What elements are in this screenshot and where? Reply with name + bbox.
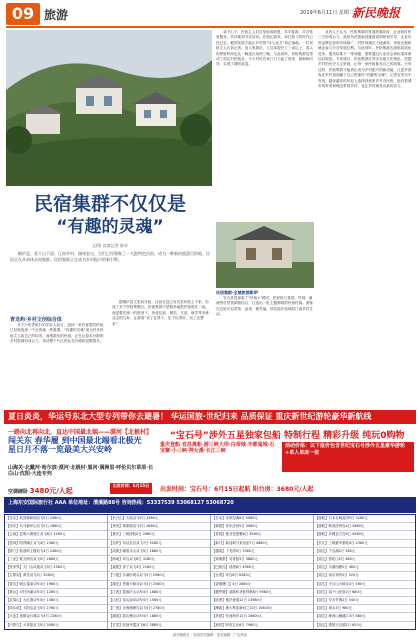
ad-left-tag: 出发时间：6月15日 [110, 483, 152, 494]
listing-row: 【西安】兵马俑华山双飞5日 2680元 [5, 523, 107, 531]
page-footer: 新民晚报社 · 本版责任编辑 · 美术编辑 · 广告热线 [172, 633, 248, 637]
listing-header-text: 上海东安国际旅行社 AAA 单位地址：漕溪路88号 咨询热线：53337539 53068127 53068720 [8, 500, 234, 506]
main-photo [6, 30, 212, 186]
listing-row: 【周边】普陀山2日 480元 [314, 556, 416, 564]
listing-row: 【海南】环岛双飞6日 3180元 [108, 556, 210, 564]
page-number: 09 [6, 3, 40, 25]
listing-row: 【周边】天目山大峡谷2日 560元 [314, 581, 416, 589]
listing-row: 【青岛】崂山蓬莱动车4日 1980元 [5, 581, 107, 589]
listing-row: 【桂林】阳朔漓江双飞4日 2380元 [5, 540, 107, 548]
ad-left-price-label: 空调硬卧 [8, 489, 29, 495]
article-column-1: 对不少热衷旅行的年轻人而言，选择一家有意思的民宿，已经和选择一个目的地一样重要。“有趣的灵魂”成为许多民宿主人给自己的标签，而集群化的民宿，正在让原本分散的乡村资源形成合力，带动整个片区的业态升级和品牌提升。 [10, 323, 107, 344]
listing-row: 【长江】三峡豪华游轮4日 2380元 [314, 540, 416, 548]
listing-row: 【台湾】环岛8日 6280元 [211, 572, 313, 580]
listing-row: 【山东】泰山曲阜动车4日 1580元 [108, 597, 210, 605]
listing-column-b [108, 515, 211, 630]
article-column-3: 莫干山下，民宿主人们自发组成联盟，共享客源、共享管家服务，共同策划节庆活动。在他们看来，单打独斗的时代已经过去，抱团发展才能让乡村的“诗与远方”真正落地。一位民宿主人告诉记者，加入集群后，入住率提升了三成以上，客人的停留时间也从一晚延长到两三晚。与此同时，民宿集群也带动了周边村民就业，不少村民在家门口当起了管家、厨师和向导，实现了增收致富。 [216, 30, 314, 67]
listing-row: 【欧洲】德法意瑞12日 13980元 [211, 597, 313, 605]
listing-row: 【周边】黄山3日 980元 [314, 605, 416, 613]
listing-column-d [314, 515, 416, 630]
listing-row: 【周边】安吉竹海2日 540元 [314, 597, 416, 605]
listing-row: 【内蒙古】大草原双飞5日 3080元 [5, 622, 107, 630]
listing-row: 【周边】溧阳天目湖2日 620元 [314, 622, 416, 630]
section-title: 旅游 [44, 8, 69, 22]
listing-row: 【贵州】黄果树双飞5日 2680元 [108, 523, 210, 531]
ad-left-route: 山海关·北戴河·哈尔滨·漠河·北极村·黑河·满洲里·呼伦贝尔草原·长白山·沈阳·大连专列 [8, 465, 154, 477]
listing-row: 【张家界】天门山凤凰双飞5日 2580元 [5, 564, 107, 572]
listing-row: 【周边】南京扬州2日 520元 [314, 572, 416, 580]
section-subhead: 青龙屿·乡村文创综合体 [10, 317, 62, 323]
listing-row: 【迪拜】阿布扎比6日 7980元 [211, 622, 313, 630]
byline: 文/图 首席记者 陈卓 [92, 243, 128, 248]
listing-row: 【湖南】韶山衡山动车4日 1880元 [108, 613, 210, 621]
ad-right-box: 活动价格：以下报价包含世纪宝石号涉外五星豪华游轮+单人单床一张 [282, 442, 414, 472]
listing-column-c [211, 515, 314, 630]
ad-banner-text: 夏日炎炎，华运号东北大型专列带你去避暑！ 华运国旅·世纪归来 品质保证 重庆新世纪游轮豪华新航线 [8, 412, 372, 421]
listing-row: 【福建】泰宁双飞4日 2180元 [108, 564, 210, 572]
listing-row: 【成都】峨眉乐山双飞5日 2880元 [108, 548, 210, 556]
headline-line-1: 民宿集群不仅仅是 [33, 193, 186, 215]
photo-caption: 民宿集群·全域旅游新IP [216, 290, 258, 295]
lead-paragraph: 桐庐县、莫干山下面、江南乡村、湖州安吉，它们已经聚集了一大批特色民宿，成为一种新的旅游目的地。民宿正在从单体走向集群，民宿集群正在成为乡村振兴的新引擎。 [10, 251, 210, 262]
listing-row: 【俄罗斯】莫斯科圣彼得堡8日 9980元 [211, 589, 313, 597]
ad-left-main: 闯关东 春华履 到中国最北端看北极光 星日月不落一览最美大兴安岭 [8, 436, 142, 454]
listing-row: 【韩国】首尔济州5日 3980元 [211, 523, 313, 531]
listing-row: 【邮轮】韩国济州岛4日 2680元 [314, 523, 416, 531]
listing-row: 【邮轮】日本长崎福冈5日 3280元 [314, 515, 416, 523]
listing-row: 【新马】新加坡马来西亚7日 4680元 [211, 540, 313, 548]
village-photo-illustration [6, 30, 212, 186]
listing-row: 【哈尔滨】太阳岛双飞5日 2780元 [5, 605, 107, 613]
listing-row: 【日本】本州经典6日 5980元 [211, 515, 313, 523]
newspaper-logo: 新民晚报 [352, 6, 401, 20]
article-column-4: 安吉县则探索了“民宿+”模式，把民宿与茶园、竹林、溪流等自然资源相结合，打造出一批主题鲜明的民宿村落。游客在这里可以采茶、品茶、做竹编，体验原汁原味的江南乡村生活。 [216, 296, 314, 317]
listing-row: 【武夷山】大红袍动车4日 1580元 [5, 597, 107, 605]
listing-row: 【云南】昆明大理丽江双飞6日 3180元 [5, 531, 107, 539]
article-column-2: 据桐庐县文旅局介绍，目前全县已有各类民宿上千家，形成了多个民宿集聚区。民宿集群不是简单地把民宿堆在一起，而是要在统一的规划下，形成住宿、餐饮、文创、研学等多种业态的互补，让游客“来了住得下、住下玩得好、玩了还想来”。 [112, 300, 210, 326]
listing-column-a [5, 515, 108, 630]
listing-row: 【泰国】曼谷芭提雅6日 3580元 [211, 531, 313, 539]
listing-row: 【巴厘岛】浪漫6日 4980元 [211, 564, 313, 572]
homestead-photo-illustration [216, 222, 314, 288]
listing-row: 【周边】乌镇西塘2日 460元 [314, 564, 416, 572]
listing-row: 【长白山】天池双飞5日 3380元 [108, 515, 210, 523]
listing-row: 【澳新】澳大利亚新西兰10日 15800元 [211, 605, 313, 613]
listing-row: 【北京】故宫颐和园双飞5日 2980元 [5, 515, 107, 523]
ad-left-title: 一路向北再向北，直达中国最北端——漠河【北极村】 [8, 429, 153, 436]
listing-row: 【周边】莫干山民宿2日 680元 [314, 589, 416, 597]
listing-row: 【邮轮】冲绳宫古岛6日 4580元 [314, 531, 416, 539]
tour-listing-table [4, 514, 416, 630]
issue-date: 2019年6月11日 星期二 [300, 10, 354, 16]
listing-row: 【大连】旅顺金石滩双飞4日 2280元 [5, 613, 107, 621]
ad-left-price [8, 486, 73, 496]
listing-row: 【拉萨】布达拉宫双飞7日 5280元 [108, 540, 210, 548]
listing-row: 【湖北】恩施大峡谷双飞5日 2580元 [108, 581, 210, 589]
ad-right-title: “宝石号”涉外五星独家包船 特制行程 精彩升级 纯玩0购物 [170, 431, 405, 441]
listing-row: 【周边】千岛湖2日 580元 [314, 548, 416, 556]
listing-row: 【美国】东西海岸12日 16800元 [211, 613, 313, 621]
listing-row: 【厦门】鼓浪屿土楼双飞4日 2480元 [5, 548, 107, 556]
listing-row: 【江西】婺源庐山动车4日 1680元 [108, 589, 210, 597]
ad-right-price: 出发时间：宝石号：6月15日起航 阳台房：3680元/人起 [160, 486, 314, 493]
ad-left-price-value: 3480元/人起 [29, 487, 73, 495]
article-column-5: 业内人士认为，民宿集群的发展需要政府、企业和村民三方形成合力。政府负责基础设施建设和规划引导，企业负责品牌运营和市场推广，村民则通过土地流转、房屋出租和就业参与分享发展红利。与此同时，民宿集群也面临同质化竞争、服务标准不一等问题，需要通过行业协会和标准体系加以规范。专家建议，民宿集群应突出在地文化特色，挖掘乡村的历史人文资源，让每一家民宿都有自己的故事。只有这样，民宿集群才能真正成为乡村振兴的新动能，让更多游客在乡村找到属于自己的那份“有趣的灵魂”。记者在采访中发现，越来越多的年轻人选择回到家乡开办民宿，他们把城市的审美和理念带回乡村，也让乡村焕发出新的活力。 [318, 30, 412, 89]
ad-right-desc: 重庆登船·宜昌离船·游三峡大坝·白帝城·丰都鬼城·石宝寨·小三峡·神女溪·长江三峡 [160, 442, 275, 454]
listing-row: 【广西】北海涠洲岛双飞5日 2780元 [108, 605, 210, 613]
secondary-photo [216, 222, 314, 288]
listing-row: 【宁夏】沙湖沙坡头双飞5日 2980元 [108, 572, 210, 580]
article-headline [10, 192, 210, 238]
headline-line-2: “有趣的灵魂” [56, 217, 164, 237]
listing-row: 【黄山】宏村西递动车3日 1280元 [5, 589, 107, 597]
listing-row: 【重庆】三峡游轮5日 2980元 [108, 531, 210, 539]
listing-row: 【越南】下龙湾5日 2980元 [211, 548, 313, 556]
listing-row: 【柬埔寨】吴哥窟5日 3880元 [211, 556, 313, 564]
listing-row: 【香港澳门】4日 2880元 [211, 581, 313, 589]
header-rule [6, 26, 414, 28]
listing-row: 【三亚】蜈支洲岛双飞5日 2880元 [5, 556, 107, 564]
listing-row: 【九寨沟】黄龙双飞5日 3280元 [5, 572, 107, 580]
listing-row: 【周边】雁荡山楠溪江3日 880元 [314, 613, 416, 621]
listing-row: 【甘肃】张掖丹霞双飞6日 3880元 [108, 622, 210, 630]
